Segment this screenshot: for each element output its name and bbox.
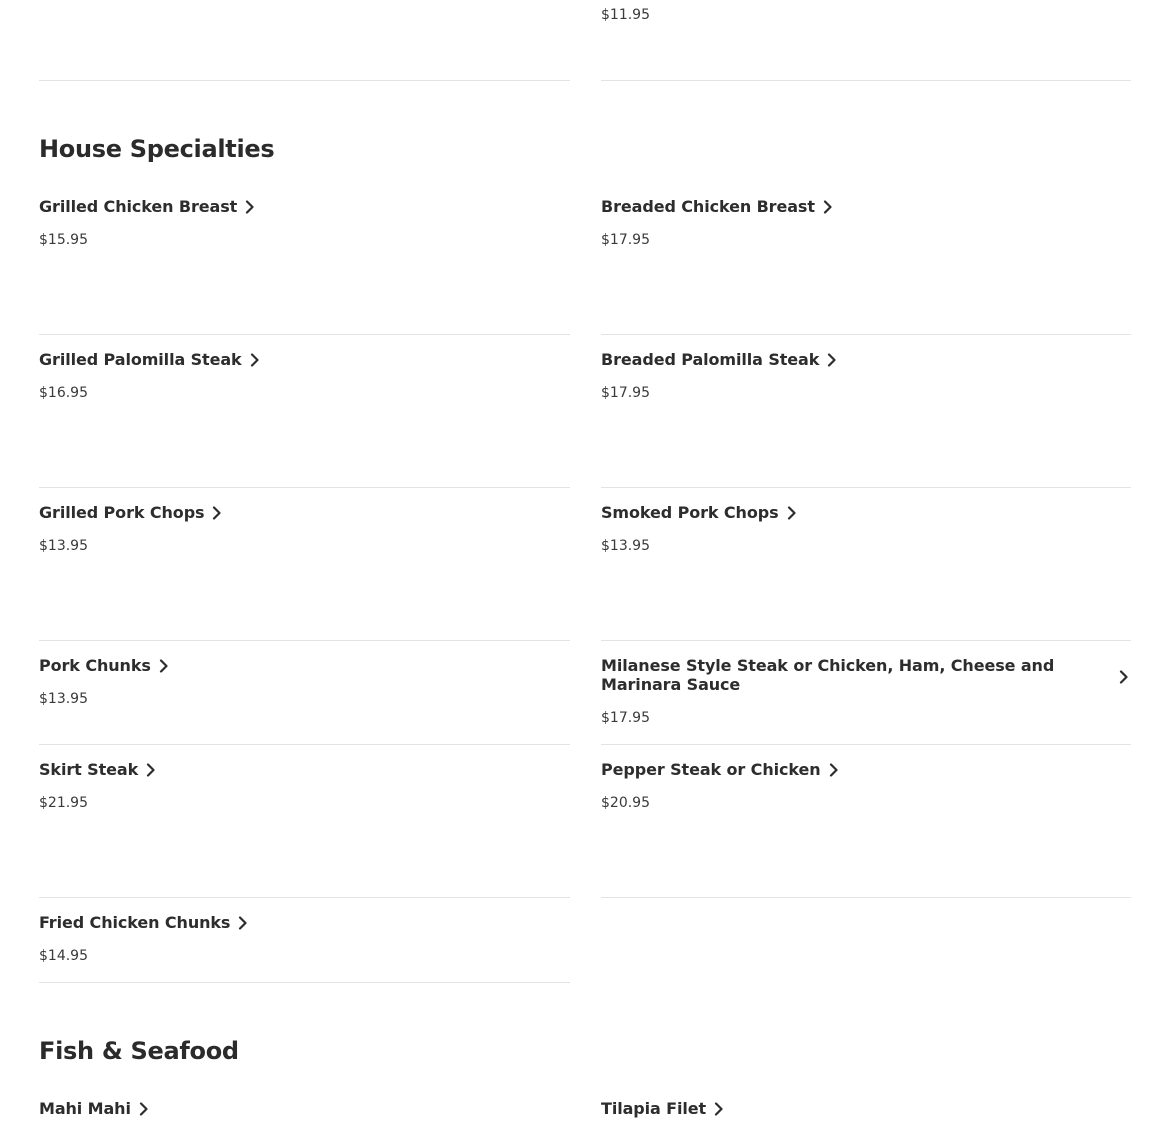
menu-item-name: Fried Chicken Chunks (39, 913, 231, 932)
menu-item-name: Pepper Steak or Chicken (601, 760, 821, 779)
menu-item-milanese-style[interactable] (601, 656, 1131, 700)
menu-item-price: $13.95 (39, 691, 88, 707)
menu-item-grilled-pork-chops[interactable] (39, 503, 222, 522)
menu-item-name: Smoked Pork Chops (601, 503, 779, 522)
chevron-right-icon (714, 1102, 724, 1116)
menu-item-price: $20.95 (601, 795, 650, 811)
divider (39, 744, 570, 745)
divider (39, 897, 570, 898)
menu-item-link[interactable] (39, 913, 248, 932)
chevron-right-icon (823, 200, 833, 214)
divider (39, 487, 570, 488)
menu-item-pepper-steak-or-chicken[interactable] (601, 760, 839, 779)
menu-item-price: $17.95 (601, 232, 650, 248)
menu-item-link[interactable] (601, 760, 839, 779)
menu-item-name: Grilled Pork Chops (39, 503, 205, 522)
menu-item-fried-chicken-chunks[interactable] (39, 913, 248, 932)
divider (601, 640, 1131, 641)
divider (39, 80, 570, 81)
menu-item-grilled-chicken-breast[interactable] (39, 197, 255, 216)
divider (601, 80, 1131, 81)
divider (39, 640, 570, 641)
menu-item-smoked-pork-chops[interactable] (601, 503, 797, 522)
chevron-right-icon (245, 200, 255, 214)
menu-item-price: $17.95 (601, 385, 650, 401)
divider (39, 334, 570, 335)
menu-item-link[interactable] (601, 1099, 724, 1118)
menu-item-price: $13.95 (39, 538, 88, 554)
chevron-right-icon (1119, 669, 1129, 683)
chevron-right-icon (829, 763, 839, 777)
menu-item-link[interactable] (601, 197, 833, 216)
menu-item-price: $14.95 (39, 948, 88, 964)
chevron-right-icon (238, 916, 248, 930)
divider (601, 744, 1131, 745)
divider (39, 982, 570, 983)
menu-item-link[interactable] (601, 503, 797, 522)
menu-item-name: Skirt Steak (39, 760, 139, 779)
divider (601, 334, 1131, 335)
menu-item-price: $16.95 (39, 385, 88, 401)
menu-item-name: Tilapia Filet (601, 1099, 707, 1118)
menu-item-mahi-mahi[interactable] (39, 1099, 149, 1118)
menu-item-link[interactable] (39, 760, 156, 779)
menu-item-link[interactable] (39, 350, 260, 369)
menu-item-breaded-chicken-breast[interactable] (601, 197, 833, 216)
menu-item-name: Breaded Palomilla Steak (601, 350, 820, 369)
menu-item-price: $21.95 (39, 795, 88, 811)
section-title-house-specialties: House Specialties (39, 135, 275, 163)
chevron-right-icon (787, 506, 797, 520)
menu-item-link[interactable] (39, 1099, 149, 1118)
menu-item-name: Pork Chunks (39, 656, 151, 675)
menu-item-price: $13.95 (601, 538, 650, 554)
menu-item-name: Milanese Style Steak or Chicken, Ham, Cheese and Marinara Sauce (601, 656, 1055, 694)
menu-item-link[interactable] (39, 503, 222, 522)
menu-item-grilled-palomilla-steak[interactable] (39, 350, 260, 369)
menu-item-price: $17.95 (601, 710, 650, 726)
section-title-fish-seafood: Fish & Seafood (39, 1037, 239, 1065)
chevron-right-icon (139, 1102, 149, 1116)
menu-item-link[interactable] (601, 350, 837, 369)
menu-item-name: Breaded Chicken Breast (601, 197, 815, 216)
menu-item-name: Grilled Chicken Breast (39, 197, 238, 216)
menu-item-name: Mahi Mahi (39, 1099, 131, 1118)
menu-item-pork-chunks[interactable] (39, 656, 169, 675)
menu-item-link[interactable] (39, 656, 169, 675)
menu-item-link[interactable] (39, 197, 255, 216)
menu-item-price: $11.95 (601, 7, 650, 23)
menu-item-price: $15.95 (39, 232, 88, 248)
chevron-right-icon (159, 659, 169, 673)
menu-item-skirt-steak[interactable] (39, 760, 156, 779)
menu-item-tilapia-filet[interactable] (601, 1099, 724, 1118)
menu-item-name: Grilled Palomilla Steak (39, 350, 242, 369)
menu-item-breaded-palomilla-steak[interactable] (601, 350, 837, 369)
chevron-right-icon (250, 353, 260, 367)
chevron-right-icon (827, 353, 837, 367)
divider (601, 487, 1131, 488)
divider (601, 897, 1131, 898)
chevron-right-icon (212, 506, 222, 520)
chevron-right-icon (146, 763, 156, 777)
